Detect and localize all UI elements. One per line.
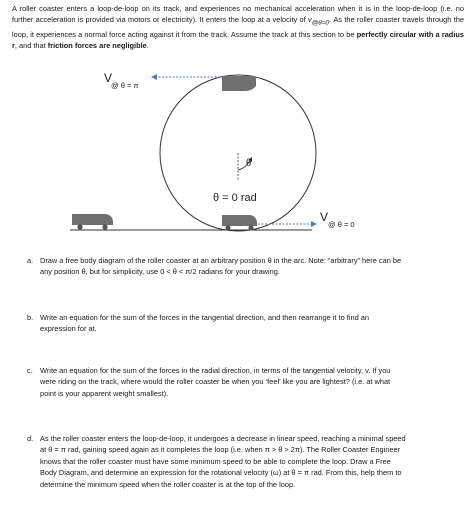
coaster-car-top (222, 76, 256, 91)
coaster-car-left (72, 214, 113, 230)
question-a-text: Draw a free body diagram of the roller coaster at an arbitrary position θ in the arc. Note: “arbitrary” here can be any position θ, but for simplicity, use 0 < θ < π/2 radians for your drawing. (40, 256, 402, 277)
v-bottom-sub: @ θ = 0 (328, 220, 355, 229)
intro-text-2: . As the roller coaster travels through the loop, it experiences a normal force acting against it from the track. Assume the track at this section to be (12, 15, 464, 40)
intro-text-4: . (146, 41, 149, 51)
loop-diagram (0, 62, 474, 242)
intro-text-1: A roller coaster enters a loop-de-loop on its track, and experiences no mechanical acceleration when it is in the loop-de-loop (i.e. no further acceleration is provided via motors or electricity). It enters the loop at a velocity of (12, 4, 464, 25)
v-bottom-main: V (320, 210, 329, 224)
v-top-main: V (104, 71, 113, 85)
velocity-symbol: $v_{@\theta=0}$ (308, 15, 329, 27)
intro-text-3: , and that (14, 41, 48, 51)
question-d-letter: d. (27, 434, 34, 443)
v-top-sub: @ θ = π (111, 81, 139, 90)
question-a (27, 255, 463, 279)
theta-zero-label: θ = 0 rad (213, 192, 257, 204)
coaster-car-bottom (222, 215, 257, 231)
question-c-letter: c. (27, 366, 33, 375)
intro-bold-friction: friction forces are negligible (47, 41, 147, 51)
question-b (27, 312, 463, 336)
question-b-text: Write an equation for the sum of the forces in the tangential direction, and then rearrange it to find an expression for at. (40, 313, 369, 334)
intro-paragraph (12, 3, 464, 52)
question-d (27, 433, 463, 493)
question-c (27, 365, 463, 401)
theta-symbol: θ (246, 157, 252, 169)
question-a-letter: a. (27, 256, 34, 265)
intro-bold-circular: perfectly circular with a radius r (12, 30, 464, 51)
question-d-text: As the roller coaster enters the loop-de-loop, it undergoes a decrease in linear speed, reaching a minimal speed at θ = π rad, gaining speed again as it completes the loop (i.e. when π > θ > 2π). The Roller Coaster Engineer knows that the roller coaster must have some minimum speed to be able to complete the loop. Draw a Free Body Diagram, and determine an expression for the rotational velocity (ω) at θ = π rad. From this, help them to determine the minimum speed when the roller coaster is at the top of the loop. (40, 434, 406, 489)
question-c-text: Write an equation for the sum of the forces in the radial direction, in terms of the tangential velocity, v. If you were riding on the track, where would the roller coaster be when you ‘feel’ like you are lightest? (i.e. at what point is your apparent weight smallest). (40, 366, 391, 398)
question-b-letter: b. (27, 313, 34, 322)
